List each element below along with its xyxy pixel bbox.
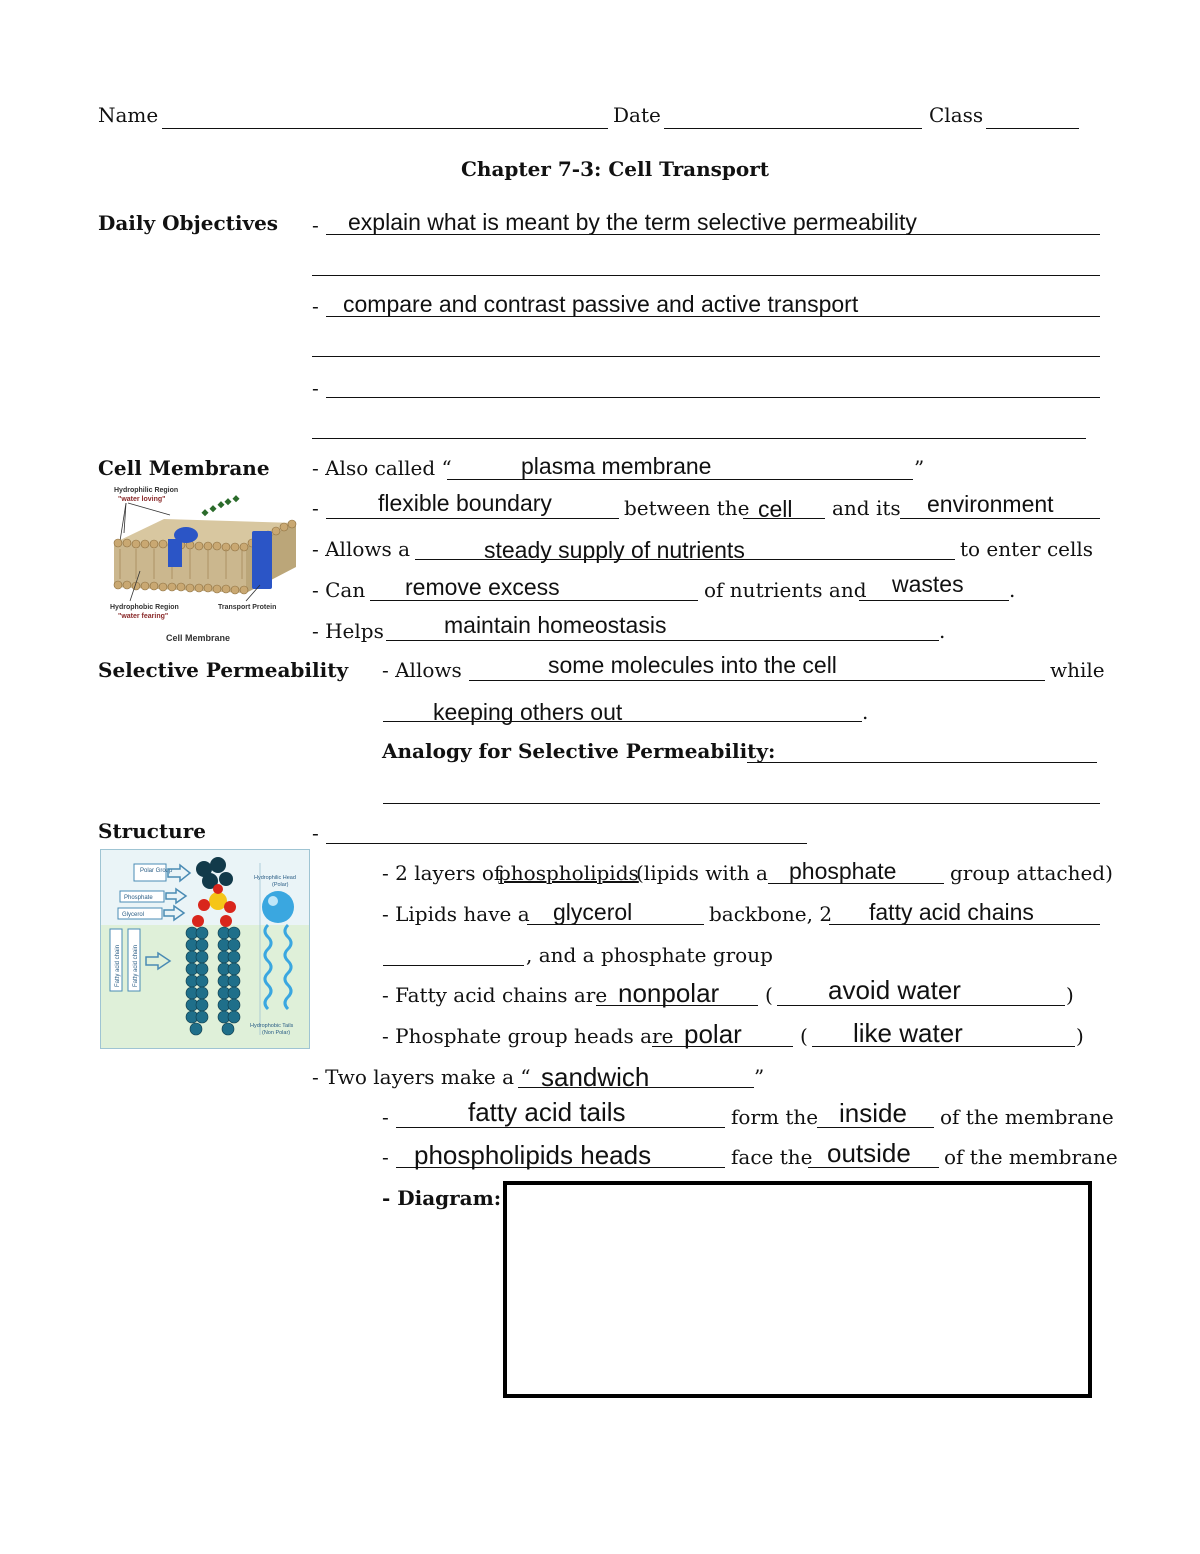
st-l3-text: , and a phosphate group (526, 943, 773, 967)
cm-line5-answer: maintain homeostasis (444, 612, 667, 638)
st-l4-blank-b[interactable] (777, 1005, 1065, 1006)
objective-line[interactable] (312, 356, 1100, 357)
cm-line4-text: of nutrients and (704, 578, 867, 602)
cm-line2-answer-b: cell (758, 496, 793, 522)
st-l8-mid: face the (731, 1145, 813, 1169)
cm-line2-answer-a: flexible boundary (378, 490, 552, 516)
objectives-label: Daily Objectives (98, 211, 279, 235)
sp-line2-answer: keeping others out (433, 699, 623, 725)
st-l1-link: phospholipids (498, 861, 639, 885)
objective-line[interactable] (312, 275, 1100, 276)
st-l2-mid: backbone, 2 (709, 902, 833, 926)
bullet-dash: - (312, 821, 319, 845)
cm-line2-text-b: and its (832, 496, 901, 520)
st-l4-paren-close: ) (1066, 983, 1074, 1007)
cm-line4-answer-a: remove excess (405, 574, 560, 600)
analogy-label: Analogy for Selective Permeability: (382, 739, 776, 763)
sp-line2-suffix: . (862, 700, 869, 724)
diagram-label: - Diagram: (382, 1186, 502, 1210)
cm-line2-text-a: between the (624, 496, 750, 520)
structure-blank[interactable] (326, 843, 807, 844)
cm-line2-blank-c[interactable] (900, 518, 1100, 519)
date-label: Date (613, 103, 661, 127)
st-l8-suffix: of the membrane (944, 1145, 1118, 1169)
st-l1-mid: (lipids with a (636, 861, 768, 885)
st-l5-prefix: - Phosphate group heads are (382, 1024, 674, 1048)
ph-img-polar: (Polar) (272, 882, 289, 888)
st-l2-answer-b: fatty acid chains (869, 899, 1034, 925)
bullet-dash: - (312, 213, 319, 237)
ph-img-polar-group: Polar Group (140, 868, 173, 874)
st-l1-answer: phosphate (789, 858, 897, 884)
structure-label: Structure (98, 819, 206, 843)
st-l4-answer-b: avoid water (828, 975, 961, 1005)
bullet-dash: - (312, 496, 319, 520)
st-l2-prefix: - Lipids have a (382, 902, 530, 926)
st-l7-blank-a[interactable] (396, 1127, 725, 1128)
sp-line1-blank[interactable] (469, 680, 1045, 681)
st-l2-answer-a: glycerol (553, 899, 633, 925)
cm-line5-blank[interactable] (386, 640, 939, 641)
bullet-dash: - (312, 294, 319, 318)
st-l6-prefix: - Two layers make a “ (312, 1065, 531, 1089)
st-l7-suffix: of the membrane (940, 1105, 1114, 1129)
st-l4-prefix: - Fatty acid chains are (382, 983, 608, 1007)
st-l5-answer-a: polar (684, 1019, 742, 1049)
sp-line1-answer: some molecules into the cell (548, 652, 837, 678)
bullet-dash: - (312, 376, 319, 400)
st-l5-answer-b: like water (853, 1018, 963, 1048)
name-field[interactable] (162, 128, 608, 129)
st-l5-paren-close: ) (1076, 1024, 1084, 1048)
name-label: Name (98, 103, 159, 127)
cm-line3-suffix: to enter cells (960, 537, 1094, 561)
objective-line[interactable] (312, 438, 1086, 439)
cm-line4-answer-b: wastes (892, 571, 964, 597)
st-l6-answer: sandwich (541, 1062, 650, 1092)
cm-img-caption: Cell Membrane (166, 633, 231, 643)
cm-line5-prefix: - Helps (312, 619, 384, 643)
st-l1-prefix: - 2 layers of (382, 861, 502, 885)
cm-img-water-loving-label: "water loving" (118, 496, 166, 503)
ph-img-hydrophilic-head: Hydrophilic Head (254, 875, 296, 881)
bullet-dash: - (382, 1145, 389, 1169)
cm-line4-blank-a[interactable] (370, 600, 698, 601)
st-l7-answer-b: inside (839, 1098, 907, 1128)
st-l8-answer-b: outside (827, 1138, 911, 1168)
st-l1-suffix: group attached) (950, 861, 1113, 885)
cm-img-transport-label: Transport Protein (218, 604, 277, 611)
cm-line1-prefix: - Also called “ (312, 456, 452, 480)
st-l7-mid: form the (731, 1105, 819, 1129)
st-l4-paren-open: ( (765, 983, 773, 1007)
analogy-blank[interactable] (383, 803, 1100, 804)
ph-img-non-polar: (Non Polar) (262, 1030, 291, 1036)
st-l6-suffix: ” (754, 1065, 765, 1089)
selective-label: Selective Permeability (98, 658, 349, 682)
cm-line2-blank-a[interactable] (326, 518, 619, 519)
diagram-box[interactable] (503, 1181, 1092, 1398)
objective-line[interactable] (326, 397, 1100, 398)
cm-line1-suffix: ” (914, 456, 925, 480)
cm-line2-answer-c: environment (927, 491, 1054, 517)
cell-membrane-label: Cell Membrane (98, 456, 270, 480)
ph-img-hydrophobic-tails: Hydrophobic Tails (250, 1023, 294, 1029)
class-field[interactable] (986, 128, 1079, 129)
sp-line1-suffix: while (1050, 658, 1105, 682)
st-l4-answer-a: nonpolar (618, 978, 720, 1008)
phospholipid-image (100, 849, 310, 1049)
ph-img-fatty-acid-chain: Fatty acid chain (133, 944, 139, 987)
cm-line3-answer: steady supply of nutrients (484, 537, 745, 563)
st-l8-answer-a: phospholipids heads (414, 1140, 652, 1170)
cell-membrane-image (106, 481, 300, 647)
sp-line1-prefix: - Allows (382, 658, 462, 682)
date-field[interactable] (664, 128, 922, 129)
analogy-blank[interactable] (747, 762, 1097, 763)
ph-img-phosphate: Phosphate (124, 895, 153, 901)
cm-img-water-fearing-label: "water fearing" (118, 613, 169, 620)
bullet-dash: - (382, 1105, 389, 1129)
cm-img-hydrophilic-label: Hydrophilic Region (114, 487, 179, 494)
cm-line4-suffix: . (1009, 578, 1016, 602)
st-l3-blank[interactable] (383, 965, 524, 966)
st-l7-answer-a: fatty acid tails (468, 1097, 626, 1127)
ph-img-glycerol: Glycerol (122, 912, 145, 918)
st-l5-paren-open: ( (800, 1024, 808, 1048)
cm-line4-blank-b[interactable] (859, 600, 1009, 601)
cm-line3-prefix: - Allows a (312, 537, 411, 561)
objective-answer-2: compare and contrast passive and active transport (343, 291, 859, 317)
ph-img-fatty-acid-chain: Fatty acid chain (115, 944, 121, 987)
page-title: Chapter 7-3: Cell Transport (461, 157, 769, 181)
class-label: Class (929, 103, 984, 127)
cm-img-hydrophobic-label: Hydrophobic Region (110, 604, 179, 611)
cm-line4-prefix: - Can (312, 578, 366, 602)
cm-line5-suffix: . (939, 619, 946, 643)
objective-answer-1: explain what is meant by the term selective permeability (348, 209, 917, 235)
cm-line1-blank[interactable] (447, 479, 913, 480)
cm-line1-answer: plasma membrane (521, 453, 712, 479)
